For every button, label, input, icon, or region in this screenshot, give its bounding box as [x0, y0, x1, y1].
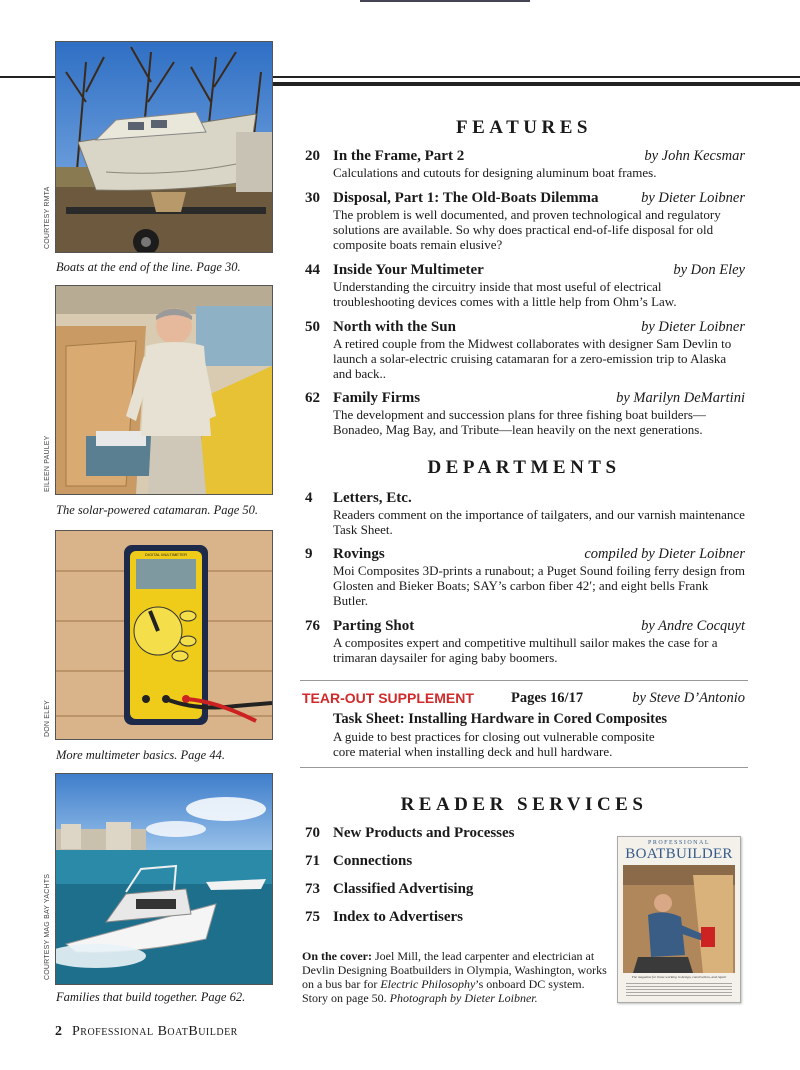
page-number: 71: [305, 853, 320, 869]
departments-heading: DEPARTMENTS: [427, 457, 621, 478]
reader-service-item[interactable]: [305, 881, 473, 898]
article-description: Moi Composites 3D-prints a runabout; a Puget Sound foiling ferry design from Glosten and Bieker Boats; SAY’s carbon fiber 42′; and eight bells Frank Butler.: [333, 563, 745, 608]
page-number: 20: [305, 148, 320, 164]
magazine-cover-thumbnail[interactable]: [617, 836, 741, 1003]
article-title: Rovings: [333, 546, 385, 562]
mag-top-line: PROFESSIONAL: [647, 840, 710, 846]
article-description: Calculations and cutouts for designing aluminum boat frames.: [333, 165, 657, 180]
feature-entry[interactable]: [305, 262, 745, 309]
department-entry[interactable]: [305, 618, 745, 665]
service-title: Classified Advertising: [333, 881, 474, 897]
service-title: Index to Advertisers: [333, 909, 463, 925]
byline: compiled by Dieter Loibner: [584, 546, 745, 562]
article-description: The problem is well documented, and proven technological and regulatory solutions are available. So why does practical end-of-life disposal for old composite boats remain elusive?: [333, 207, 721, 252]
byline: by Dieter Loibner: [641, 190, 745, 206]
article-description: Understanding the circuitry inside that most useful of electrical troubleshooting devices comes with a little help from Ohm’s Law.: [333, 279, 677, 309]
department-entry[interactable]: [305, 490, 745, 537]
article-description: A composites expert and competitive multihull sailor makes the case for a trimaran daysailer for aging baby boomers.: [333, 635, 718, 665]
supplement-pages: Pages 16/17: [511, 690, 584, 706]
top-edge-mark: [360, 0, 530, 2]
department-entry[interactable]: [305, 546, 745, 608]
article-title: Letters, Etc.: [333, 490, 412, 506]
supplement-rule-top: [300, 680, 748, 681]
reader-services-heading: READER SERVICES: [400, 794, 648, 815]
supplement-rule-bottom: [300, 767, 748, 768]
features-heading: FEATURES: [456, 117, 592, 138]
reader-service-item[interactable]: [305, 909, 463, 926]
mag-tagline: The magazine for those working in design, construction, and repair: [631, 975, 727, 979]
mag-title: BOATBUILDER: [625, 846, 733, 862]
cover-note-lead: On the cover:: [302, 949, 372, 963]
photo-credit-3: DON ELEY: [44, 700, 51, 737]
article-title: Inside Your Multimeter: [333, 262, 484, 278]
multimeter-label: DIGITAL MULTIMETER: [145, 552, 187, 557]
photo-credit-cover: Photograph by Dieter Loibner.: [389, 991, 538, 1005]
byline: by Andre Cocquyt: [641, 618, 745, 634]
photo-caption-2: The solar-powered catamaran. Page 50.: [56, 503, 259, 517]
supplement-title[interactable]: Task Sheet: Installing Hardware in Cored Composites: [333, 711, 668, 727]
page-number: 44: [305, 262, 320, 278]
boat-name: Electric Philosophy: [380, 977, 476, 991]
header-rule-bottom: [272, 82, 800, 86]
article-title: Family Firms: [333, 390, 421, 406]
cover-note-text-2: ’s onboard DC system. Story on page 50.: [302, 977, 585, 1005]
feature-entry[interactable]: [305, 390, 745, 437]
byline: by Marilyn DeMartini: [616, 390, 745, 406]
feature-entry[interactable]: [305, 148, 745, 180]
feature-entry[interactable]: [305, 319, 745, 381]
photo-credit-4: COURTESY MAG BAY YACHTS: [44, 873, 51, 980]
photo-caption-4: Families that build together. Page 62.: [56, 990, 246, 1004]
cover-note: [302, 949, 607, 1005]
page-number: 62: [305, 390, 320, 406]
page-number: 73: [305, 881, 320, 897]
service-title: Connections: [333, 853, 413, 869]
article-title: In the Frame, Part 2: [333, 148, 465, 164]
supplement-label: TEAR-OUT SUPPLEMENT: [302, 690, 474, 706]
photo-caption-1: Boats at the end of the line. Page 30.: [56, 260, 241, 274]
photo-credit-2: EILEEN PAULEY: [44, 435, 51, 492]
supplement-byline: by Steve D’Antonio: [632, 690, 745, 706]
supplement-description: A guide to best practices for closing out vulnerable composite core material when installing deck and hull hardware.: [333, 729, 655, 759]
page-number: 75: [305, 909, 320, 925]
article-description: Readers comment on the importance of tailgaters, and our varnish maintenance Task Sheet.: [333, 507, 745, 537]
page-number: 76: [305, 618, 320, 634]
article-description: A retired couple from the Midwest collaborates with designer Sam Devlin to launch a solar-electric cruising catamaran for a zero-emission trip to Alaska and back..: [333, 336, 732, 381]
photo-sportfish-boat: [55, 773, 273, 985]
page-number-footer: 2: [55, 1024, 62, 1039]
publication-name: Professional BoatBuilder: [72, 1024, 238, 1039]
article-title: North with the Sun: [333, 319, 456, 335]
cover-note-text: Joel Mill, the lead carpenter and electrician at Devlin Designing Boatbuilders in Olympia, Washington, works on a bus bar for: [302, 949, 607, 991]
page-number: 4: [305, 490, 313, 506]
photo-old-boat: [55, 41, 273, 253]
article-title: Parting Shot: [333, 618, 415, 634]
reader-service-item[interactable]: [305, 825, 515, 842]
mag-footer-lines: [626, 983, 732, 997]
photo-credit-1: COURTESY RMTA: [44, 186, 51, 249]
article-title: Disposal, Part 1: The Old-Boats Dilemma: [333, 190, 599, 206]
page-number: 9: [305, 546, 313, 562]
photo-multimeter: [55, 530, 273, 740]
article-description: The development and succession plans for three fishing boat builders—Bonadeo, Mag Bay, and Tribute—lean heavily on the next generations.: [333, 407, 706, 437]
page-number: 30: [305, 190, 320, 206]
byline: by Don Eley: [673, 262, 745, 278]
feature-entry[interactable]: [305, 190, 745, 252]
photo-catamaran-build: [55, 285, 273, 495]
page-number: 70: [305, 825, 320, 841]
reader-service-item[interactable]: [305, 853, 412, 870]
byline: by Dieter Loibner: [641, 319, 745, 335]
page-number: 50: [305, 319, 320, 335]
photo-caption-3: More multimeter basics. Page 44.: [56, 748, 225, 762]
service-title: New Products and Processes: [333, 825, 515, 841]
byline: by John Kecsmar: [644, 148, 745, 164]
